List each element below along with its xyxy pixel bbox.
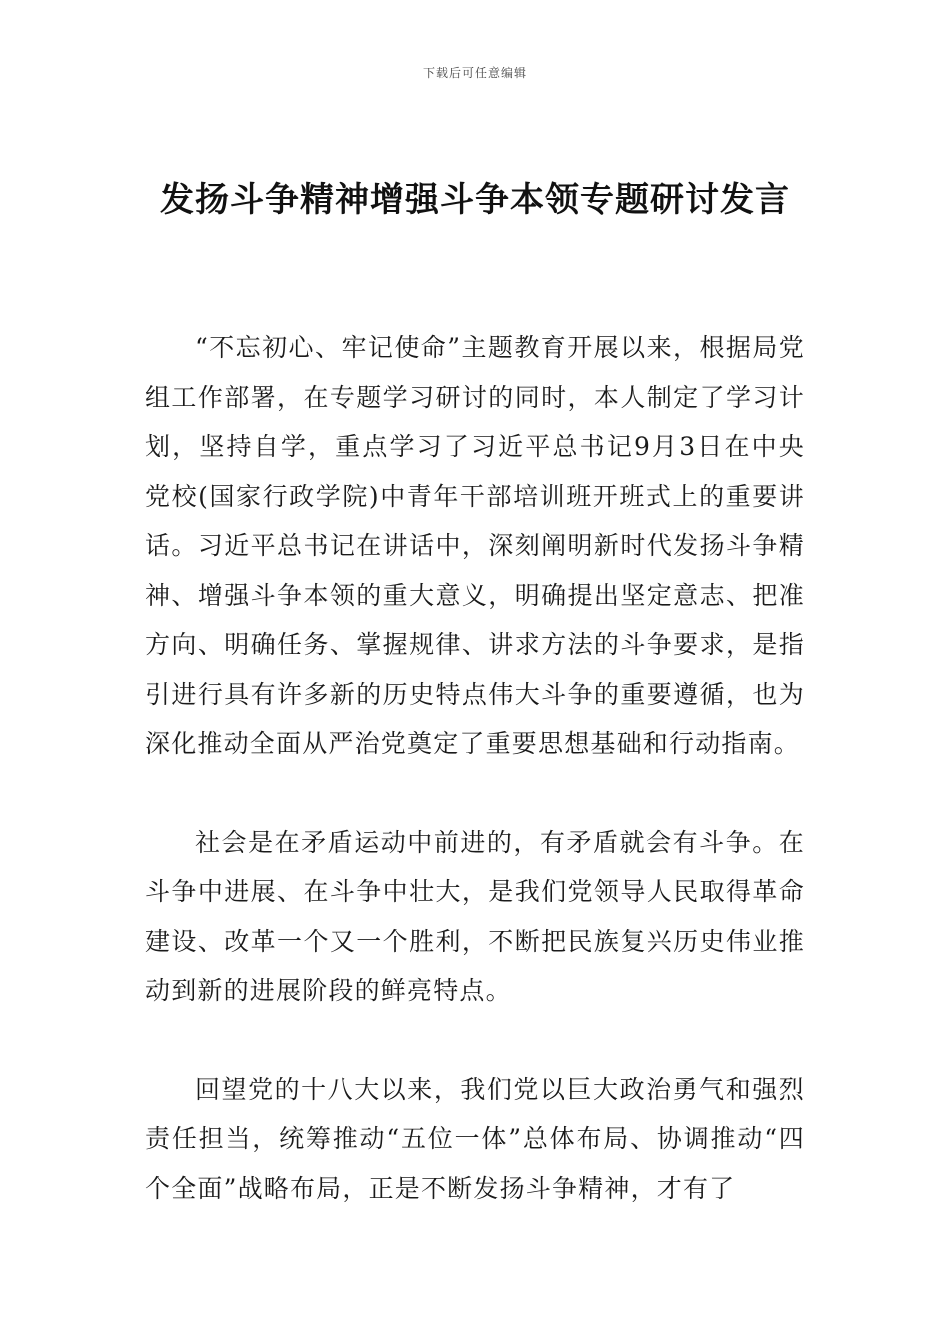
header-note: 下载后可任意编辑 xyxy=(422,66,527,80)
paragraph-1: “不忘初心、牢记使命”主题教育开展以来，根据局党组工作部署，在专题学习研讨的同时，本人制定了学习计划，坚持自学，重点学习了习近平总书记9月3日在中央党校(国家行政学院)中青年干部培训班开班式上的重要讲话。习近平总书记在讲话中，深刻阐明新时代发扬斗争精神、增强斗争本领的重大意义，明确提出坚定意志、把准方向、明确任务、掌握规律、讲求方法的斗争要求，是指引进行具有许多新的历史特点伟大斗争的重要遵循，也为深化推动全面从严治党奠定了重要思想基础和行动指南。 xyxy=(145,333,805,758)
document-title: 发扬斗争精神增强斗争本领专题研讨发言 xyxy=(160,180,790,220)
paragraph-3: 回望党的十八大以来，我们党以巨大政治勇气和强烈责任担当，统筹推动“五位一体”总体布局、协调推动“四个全面”战略布局，正是不断发扬斗争精神，才有了 xyxy=(145,1074,805,1203)
document-body xyxy=(145,323,805,1262)
paragraph-2: 社会是在矛盾运动中前进的，有矛盾就会有斗争。在斗争中进展、在斗争中壮大，是我们党领导人民取得革命建设、改革一个又一个胜利，不断把民族复兴历史伟业推动到新的进展阶段的鲜亮特点。 xyxy=(145,827,805,1005)
